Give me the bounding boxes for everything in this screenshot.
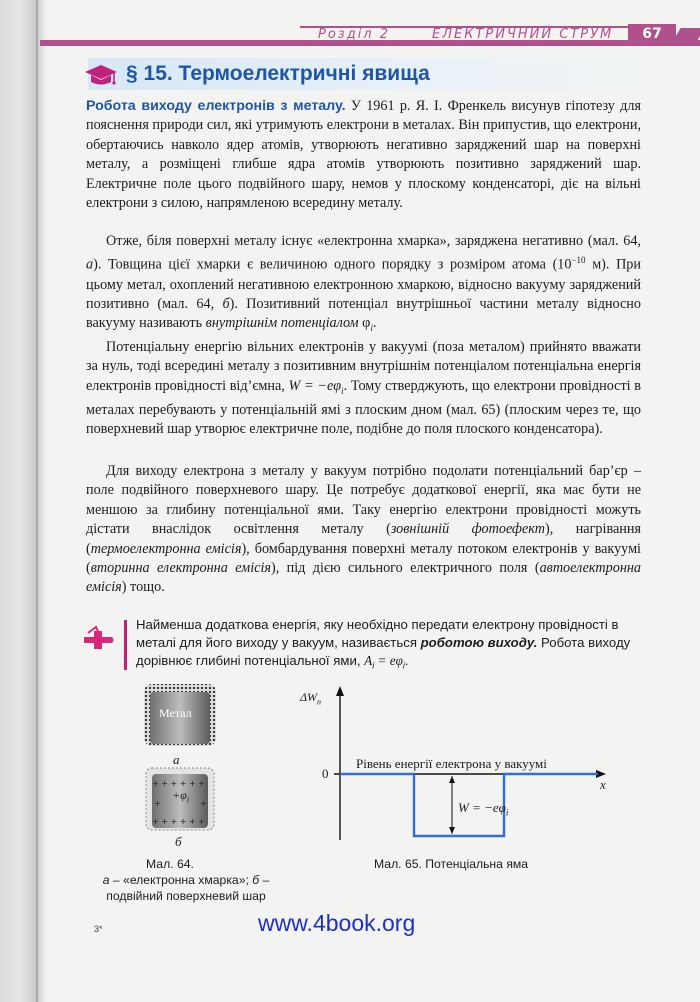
subscript: i — [370, 323, 373, 334]
text-run: Найменша додаткова енергія, яку необхідно передати електрону провідності в металі для його виходу у вакуум, називається — [136, 617, 619, 650]
phi-label — [172, 788, 189, 804]
formula-energy: W = −eφ — [288, 377, 342, 394]
text-run: Потенціальну енергію вільних електронів у вакуумі (поза металом) прийнято вважати за нуль, тоді всередині металу з позитивним внутрішнім потенціалом потенціальна енергія електронів провідності від’ємна, — [86, 339, 641, 394]
watermark: www.4book.org — [258, 910, 416, 936]
figure-64-letter-a: а — [173, 752, 180, 767]
well-depth-formula: W = −eφ — [458, 800, 506, 815]
signature-mark: 3* — [94, 924, 103, 934]
graduation-cap-icon — [84, 62, 118, 88]
subscript: i — [402, 660, 405, 671]
phi-symbol: +φ — [172, 788, 187, 802]
term-secondary-emission: вторинна електронна емісія — [90, 560, 271, 577]
text-run: . — [372, 315, 377, 332]
svg-text:+ + + + + +: + + + + + + — [152, 779, 205, 788]
subscript: п — [317, 697, 322, 707]
text-run: ). Товщина цієї хмарки є величиною одного порядку з розміром атома (10 — [93, 257, 572, 274]
caption-letter: б — [252, 873, 260, 887]
figure-64-illustration — [140, 682, 220, 832]
term-thermionic-emission: термоелектронна емісія — [90, 540, 242, 557]
text-run: ), нагрівання ( — [86, 521, 641, 557]
section-title: § 15. Термоелектричні явища — [126, 62, 430, 85]
text-run: . Тому стверджують, що електрони провідності в металах перебувають у потенціальній ямі з плоским дном (мал. 65) (плоским через те, що поверхневий шар утворює електричне поле, подібне до поля плоского конденсатора). — [86, 377, 641, 438]
text-run: ) тощо. — [121, 579, 165, 596]
term-internal-potential: внутрішнім потенціалом — [205, 315, 359, 332]
definition-bar — [124, 620, 127, 670]
text-run: ), бомбардування поверхні металу потоком електронів у вакуумі ( — [86, 540, 641, 577]
paragraph-text: У 1961 р. Я. І. Френкель висунув гіпотезу для пояснення природи сил, які утримують електрони в металах. Він припустив, що електрони, обертаючись навколо ядер атомів, утворюють негативно заряджений шар на поверхні металу, а розміщені глибше ядра атомів утворюють позитивно заряджений шар. Електричне поле цього подвійного шару, немов у плоскому конденсаторі, діє на вільні електрони з силою, напрямленою всередину металу. — [86, 98, 641, 212]
figure-65-caption: Мал. 65. Потенціальна яма — [374, 857, 529, 871]
formula-work-function: A — [364, 653, 373, 668]
subscript: i — [186, 795, 189, 805]
svg-text:+: + — [154, 799, 161, 808]
spine-shadow — [36, 0, 46, 1002]
header-section: Розділ 2 — [318, 27, 391, 42]
zero-label: 0 — [322, 766, 329, 781]
text-run: Для виходу електрона з металу у вакуум потрібно подолати потенціальний бар’єр – поле подвійного поверхневого шару. Це потребує додаткової енергії, яка має бути не меншою за глибину потенціальної ями. Таку енергію електрони провідності можуть дістати внаслідок освітлення металу ( — [86, 463, 641, 538]
term-work-function: роботою виходу. — [420, 635, 538, 650]
text-run: ). Позитивний потенціал внутрішньої частини металу відносно вакууму називають — [86, 295, 641, 332]
pointer-hand-icon — [82, 623, 116, 657]
term-field-emission: автоелектронна емісія — [86, 560, 641, 596]
paragraph-emission-types — [86, 462, 641, 598]
well-depth-label — [458, 800, 508, 818]
paragraph-lead: Робота виходу електронів з металу. — [86, 98, 346, 114]
figure-64-caption — [91, 872, 281, 904]
text-run-italic: б — [222, 295, 230, 312]
svg-text:+: + — [200, 799, 207, 808]
superscript: −10 — [571, 255, 586, 266]
text-run-italic: а — [86, 257, 94, 274]
paragraph-electron-cloud — [86, 232, 641, 339]
symbol-phi: φ — [358, 315, 371, 332]
subscript: i — [505, 807, 509, 818]
text-run: Робота виходу дорівнює глибині потенціальної ями, — [136, 635, 631, 668]
page-number: 67 — [642, 26, 662, 42]
svg-text:+ + + + + +: + + + + + + — [152, 817, 205, 826]
depth-arrow-up — [449, 776, 455, 783]
definition-work-function — [136, 616, 652, 675]
y-axis-label-text: ΔW — [300, 690, 318, 704]
formula-work-function-rhs: = eφ — [374, 653, 403, 668]
depth-arrow-down — [449, 827, 455, 834]
metal-label: Метал — [159, 706, 192, 720]
header-chapter: ЕЛЕКТРИЧНИЙ СТРУМ — [432, 27, 614, 42]
text-run: м). При цьому метал, охоплений негативною електронною хмаркою, відносно вакууму заряджений позитивно (мал. 64, — [86, 257, 641, 312]
x-axis-label: x — [600, 777, 606, 792]
caption-text: – подвійний поверхневий шар — [106, 873, 270, 903]
figure-64-letter-b: б — [175, 834, 182, 849]
paragraph-work-function-intro — [86, 97, 641, 213]
paragraph-potential-well — [86, 338, 641, 440]
y-axis-label — [300, 690, 321, 706]
text-run: . — [404, 653, 409, 668]
caption-letter: а — [102, 873, 110, 887]
subscript: i — [341, 385, 344, 396]
subscript: i — [372, 660, 375, 671]
vacuum-level-label: Рівень енергії електрона у вакуумі — [356, 756, 547, 771]
term-photoeffect: зовнішній фотоефект — [390, 521, 545, 538]
text-run: Отже, біля поверхні металу існує «електронна хмарка», заряджена негативно (мал. 64, — [106, 233, 641, 249]
figure-64-caption-title: Мал. 64. — [146, 857, 194, 871]
caption-text: – «електронна хмарка»; — [109, 873, 253, 887]
y-axis-arrow — [336, 686, 344, 696]
text-run: ), під дією сильного електричного поля ( — [270, 560, 540, 577]
